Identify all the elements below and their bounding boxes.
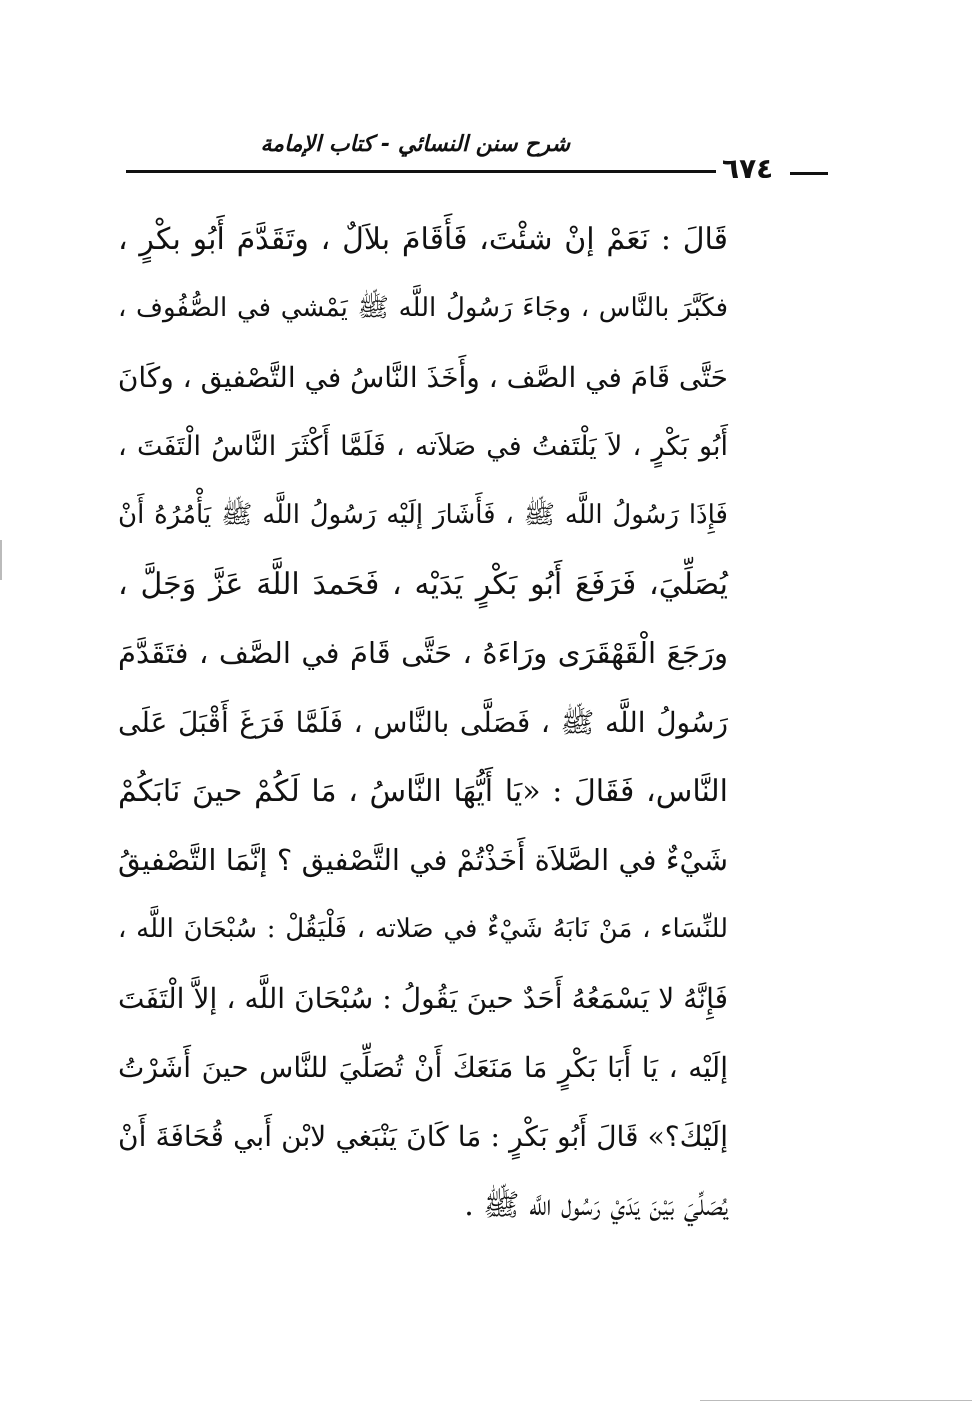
text-line: قَالَ : نَعَمْ إنْ شئْتَ، فَأَقَامَ بلاَلٌ ، وتَقَدَّمَ أَبُو بكْرٍ ، <box>118 222 728 257</box>
text-line: فكَبَّرَ بالنَّاس ، وجَاءَ رَسُولُ اللَّه ﷺ يَمْشي في الصُّفُوف ، <box>118 293 728 323</box>
text-line: ورَجَعَ الْقَهْقَرَى ورَاءَهُ ، حَتَّى قَامَ في الصَّف ، فتَقَدَّمَ <box>118 636 728 670</box>
text-line: إلَيْه ، يَا أَبَا بَكْرٍ مَا مَنَعَكَ أَنْ تُصَلِّيَ للنَّاس حينَ أَشَرْتُ <box>118 1051 728 1084</box>
text-line: أَبُو بَكْرٍ ، لاَ يَلْتَفتُ في صَلاَته ، فَلَمَّا أَكْثَرَ النَّاسُ الْتَفَتَ ، <box>118 431 728 462</box>
text-line: شَيْءٌ في الصَّلاَة أَخَذْتُمْ في التَّصْفيق ؟ إنَّمَا التَّصْفيقُ <box>118 843 728 877</box>
running-title: شرح سنن النسائي - كتاب الإمامة <box>260 132 570 157</box>
text-line: يُصَلِّيَ بَيْنَ يَدَيْ رَسُول اللَّه ﷺ . <box>464 1188 728 1223</box>
header-rule <box>126 170 716 173</box>
page-header <box>120 128 830 188</box>
text-line: فَإِذَا رَسُولُ اللَّه ﷺ ، فَأَشَارَ إلَيْه رَسُولُ اللَّه ﷺ يَأْمُرُهُ أَنْ <box>118 500 728 530</box>
page-number-dash <box>790 172 828 175</box>
text-line: النَّاس، فَقَالَ : «يَا أَيُّهَا النَّاسُ ، مَا لَكُمْ حينَ نَابَكُمْ <box>118 774 728 809</box>
text-line: للنِّسَاء ، مَنْ نَابَهُ شَيْءٌ في صَلاته ، فَلْيَقُلْ : سُبْحَانَ اللَّه ، <box>118 914 728 944</box>
page-number: ٦٧٤ <box>722 152 774 185</box>
scan-mark <box>0 540 2 580</box>
scan-mark <box>700 1400 972 1401</box>
text-line: رَسُولُ اللَّه ﷺ ، فَصَلَّى بالنَّاس ، فَلَمَّا فَرَغَ أَقْبَلَ عَلَى <box>118 706 728 739</box>
body-text <box>118 205 728 1240</box>
text-line: يُصَلِّيَ، فَرَفَعَ أَبُو بَكْرٍ يَدَيْه ، فَحَمدَ اللَّهَ عَزَّ وَجَلَّ ، <box>118 567 728 602</box>
text-line: حَتَّى قَامَ في الصَّف ، وأَخَذَ النَّاسُ في التَّصْفيق ، وكَانَ <box>117 361 728 394</box>
text-line: إلَيْكَ؟» قَالَ أَبُو بَكْرٍ : مَا كَانَ يَنْبَغي لابْن أَبي قُحَافَةَ أَنْ <box>118 1120 728 1153</box>
text-line: فَإِنَّهُ لا يَسْمَعُهُ أَحَدٌ حينَ يَقُولُ : سُبْحَانَ اللَّه ، إلاَّ الْتَفَتَ <box>118 982 728 1015</box>
